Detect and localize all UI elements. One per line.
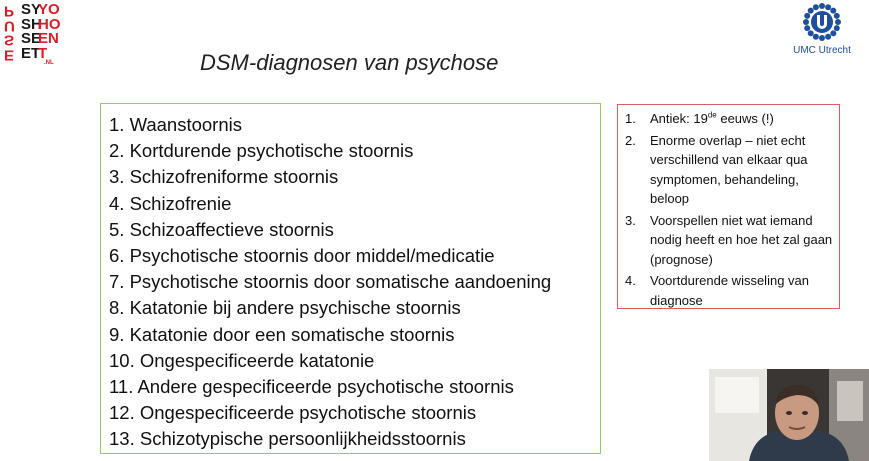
webcam-image	[709, 369, 869, 461]
diagnosis-item: 8. Katatonie bij andere psychische stoornis	[109, 297, 461, 319]
sun-emblem-icon	[802, 2, 842, 42]
note-item	[625, 131, 835, 209]
note-text-main: Voorspellen niet wat iemand nodig heeft en hoe het zal gaan (prognose)	[650, 212, 833, 267]
note-number: 2.	[625, 132, 636, 148]
note-text	[650, 109, 774, 129]
logo-letters: SE	[21, 30, 42, 47]
logo-letters: HO	[38, 15, 61, 33]
logo-letters: T	[38, 44, 48, 62]
slide-title: DSM-diagnosen van psychose	[200, 50, 499, 75]
diagnosis-item: 6. Psychotische stoornis door middel/medicatie	[109, 245, 495, 267]
note-text-suffix: eeuws (!)	[716, 111, 774, 126]
notes-box	[617, 104, 840, 309]
note-text	[650, 271, 835, 310]
diagnosis-item: 13. Schizotypische persoonlijkheidsstoornis	[109, 428, 466, 450]
note-number: 1.	[625, 111, 636, 126]
diagnosis-item: 11. Andere gespecificeerde psychotische stoornis	[109, 376, 514, 398]
diagnosis-item: 5. Schizoaffectieve stoornis	[109, 218, 334, 240]
logo-letters: U	[4, 17, 15, 34]
diagnosis-item: 3. Schizofreniforme stoornis	[109, 166, 339, 188]
diagnosis-item: 7. Psychotische stoornis door somatische aandoening	[109, 271, 552, 293]
umc-utrecht-logo	[781, 2, 863, 62]
diagnoses-list	[100, 103, 601, 454]
diagnosis-item: 2. Kortdurende psychotische stoornis	[109, 140, 414, 162]
note-item	[625, 211, 835, 270]
logo-letters: SH	[21, 15, 42, 33]
note-text	[650, 131, 835, 209]
umc-name: UMC Utrecht	[793, 45, 851, 56]
logo-letters: SY	[21, 1, 42, 18]
diagnosis-item: 9. Katatonie door een somatische stoornis	[109, 323, 455, 345]
note-text-main: Antiek: 19	[650, 111, 708, 126]
logo-letters: ET	[21, 44, 41, 62]
logo-letters: S	[4, 31, 15, 49]
note-item	[625, 271, 835, 310]
diagnosis-item: 12. Ongespecificeerde psychotische stoornis	[109, 402, 477, 424]
note-text-main: Enorme overlap – niet echt verschillend van elkaar qua symptomen, behandeling, beloop	[650, 132, 808, 206]
logo-letters: YO	[38, 1, 60, 18]
note-item	[625, 109, 835, 129]
note-number: 4.	[625, 273, 636, 288]
diagnosis-item: 4. Schizofrenie	[109, 192, 232, 214]
logo-letters: E	[4, 46, 15, 63]
diagnosis-item: 1. Waanstoornis	[109, 114, 242, 135]
note-number: 3.	[625, 212, 636, 228]
logo-nl: .NL	[44, 60, 54, 66]
note-superscript: de	[707, 110, 717, 120]
note-text-main: Voortdurende wisseling van diagnose	[650, 273, 809, 308]
note-text	[650, 211, 835, 270]
speaker-webcam	[709, 369, 869, 461]
psyhosenet-logo	[4, 3, 62, 67]
logo-letters: EN	[38, 30, 59, 47]
diagnosis-item: 10. Ongespecificeerde katatonie	[109, 349, 375, 371]
logo-letters: P	[4, 2, 15, 20]
